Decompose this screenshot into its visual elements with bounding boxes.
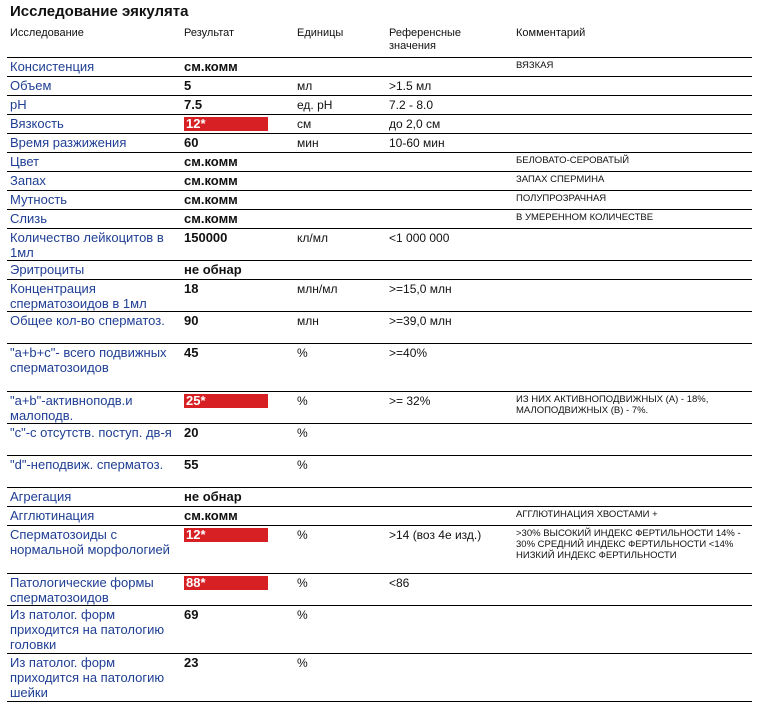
result-cell: см.комм: [184, 173, 238, 188]
table-row: [7, 312, 752, 344]
units-cell: %: [297, 576, 308, 590]
result-cell: 5: [184, 78, 192, 93]
units-cell: [294, 488, 386, 507]
table-row: [7, 77, 752, 96]
reference-cell: <1 000 000: [389, 231, 450, 245]
comment-cell: ЗАПАХ СПЕРМИНА: [516, 174, 605, 185]
table-row: [7, 526, 752, 574]
comment-cell: [504, 606, 752, 654]
units-cell: [294, 191, 386, 210]
header-name: Исследование: [10, 27, 84, 39]
units-cell: %: [297, 394, 308, 408]
comment-cell: [504, 115, 752, 134]
table-row: [7, 654, 752, 702]
test-name: "a+b+c"- всего подвижных сперматозоидов: [10, 345, 167, 375]
reference-cell: >=15,0 млн: [389, 282, 452, 296]
table-row: [7, 392, 752, 424]
reference-cell: >1.5 мл: [389, 79, 432, 93]
reference-cell: [386, 58, 504, 77]
result-cell: 90: [184, 313, 199, 328]
test-name: Из патолог. форм приходится на патологию шейки: [10, 655, 165, 700]
table-row: [7, 134, 752, 153]
result-cell: [181, 392, 294, 424]
result-cell: см.комм: [184, 154, 238, 169]
result-cell: не обнар: [184, 262, 242, 277]
table-row: [7, 96, 752, 115]
result-cell: 7.5: [184, 97, 203, 112]
result-cell: 45: [184, 345, 199, 360]
reference-cell: [386, 153, 504, 172]
test-name: Сперматозоиды с нормальной морфологией: [10, 527, 170, 557]
comment-cell: [504, 77, 752, 96]
test-name: Запах: [10, 173, 46, 188]
header-result: Результат: [184, 27, 235, 39]
reference-cell: [386, 261, 504, 280]
reference-cell: 7.2 - 8.0: [389, 98, 434, 112]
units-cell: мин: [297, 136, 319, 150]
result-cell: [181, 526, 294, 574]
test-name: "d"-неподвиж. сперматоз.: [10, 457, 164, 472]
comment-cell: [504, 261, 752, 280]
result-cell: см.комм: [184, 211, 238, 226]
table-row: [7, 424, 752, 456]
test-name: Вязкость: [10, 116, 64, 131]
comment-cell: АГГЛЮТИНАЦИЯ ХВОСТАМИ +: [516, 509, 658, 520]
comment-cell: [504, 312, 752, 344]
table-header-row: [7, 24, 752, 58]
reference-cell: [386, 456, 504, 488]
comment-cell: ВЯЗКАЯ: [516, 60, 554, 71]
test-name: "a+b"-активноподв.и малоподв.: [10, 393, 133, 423]
test-name: "c"-с отсутств. поступ. дв-я: [10, 425, 172, 440]
comment-cell: [504, 574, 752, 606]
comment-cell: [504, 134, 752, 153]
reference-cell: [386, 507, 504, 526]
reference-cell: [386, 210, 504, 229]
abnormal-result-badge: 88*: [184, 576, 268, 590]
units-cell: %: [297, 426, 308, 440]
units-cell: %: [297, 656, 308, 670]
header-ref: Референсные значения: [389, 27, 462, 52]
reference-cell: [386, 488, 504, 507]
comment-cell: [504, 456, 752, 488]
result-cell: [181, 115, 294, 134]
units-cell: [294, 172, 386, 191]
table-row: [7, 606, 752, 654]
table-row: [7, 574, 752, 606]
reference-cell: >=39,0 млн: [389, 314, 452, 328]
result-cell: см.комм: [184, 508, 238, 523]
units-cell: ед. pH: [297, 98, 333, 112]
table-row: [7, 229, 752, 261]
test-name: Агрегация: [10, 489, 72, 504]
table-row: [7, 115, 752, 134]
comment-cell: ПОЛУПРОЗРАЧНАЯ: [516, 193, 607, 204]
units-cell: %: [297, 528, 308, 542]
units-cell: %: [297, 346, 308, 360]
reference-cell: [386, 191, 504, 210]
units-cell: [294, 210, 386, 229]
table-row: [7, 153, 752, 172]
result-cell: 18: [184, 281, 199, 296]
table-row: [7, 191, 752, 210]
units-cell: [294, 507, 386, 526]
units-cell: кл/мл: [297, 231, 328, 245]
comment-cell: [504, 424, 752, 456]
reference-cell: до 2,0 см: [389, 117, 441, 131]
units-cell: %: [297, 458, 308, 472]
table-row: [7, 261, 752, 280]
test-name: Консистенция: [10, 59, 95, 74]
comment-cell: [504, 488, 752, 507]
result-cell: 150000: [184, 230, 228, 245]
table-row: [7, 344, 752, 392]
abnormal-result-badge: 12*: [184, 117, 268, 131]
test-name: Концентрация сперматозоидов в 1мл: [10, 281, 147, 311]
result-cell: 23: [184, 655, 199, 670]
table-row: [7, 172, 752, 191]
reference-cell: [386, 654, 504, 702]
test-name: Слизь: [10, 211, 47, 226]
comment-cell: [504, 229, 752, 261]
result-cell: 69: [184, 607, 199, 622]
test-name: Мутность: [10, 192, 68, 207]
units-cell: млн: [297, 314, 319, 328]
result-cell: см.комм: [184, 59, 238, 74]
comment-cell: >30% ВЫСОКИЙ ИНДЕКС ФЕРТИЛЬНОСТИ 14% - 30% СРЕДНИЙ ИНДЕКС ФЕРТИЛЬНОСТИ <14% НИЗКИЙ ИНДЕКС ФЕРТИЛЬНОСТИ: [516, 528, 741, 561]
comment-cell: [504, 280, 752, 312]
result-cell: [181, 574, 294, 606]
comment-cell: БЕЛОВАТО-СЕРОВАТЫЙ: [516, 155, 630, 166]
result-cell: 55: [184, 457, 199, 472]
test-name: Эритроциты: [10, 262, 85, 277]
units-cell: см: [297, 117, 312, 131]
comment-cell: [504, 344, 752, 392]
units-cell: мл: [297, 79, 313, 93]
table-row: [7, 456, 752, 488]
test-name: Общее кол-во сперматоз.: [10, 313, 165, 328]
test-name: Цвет: [10, 154, 40, 169]
header-units: Единицы: [297, 27, 344, 39]
report-title: Исследование эякулята: [10, 3, 189, 20]
reference-cell: >= 32%: [389, 394, 431, 408]
table-row: [7, 210, 752, 229]
units-cell: [294, 153, 386, 172]
units-cell: [294, 261, 386, 280]
results-table: [7, 24, 752, 702]
test-name: Агглютинация: [10, 508, 95, 523]
header-comment: Комментарий: [516, 27, 586, 39]
result-cell: 60: [184, 135, 199, 150]
reference-cell: 10-60 мин: [389, 136, 445, 150]
reference-cell: [386, 424, 504, 456]
result-cell: см.комм: [184, 192, 238, 207]
units-cell: %: [297, 608, 308, 622]
reference-cell: [386, 606, 504, 654]
test-name: Патологические формы сперматозоидов: [10, 575, 154, 605]
table-row: [7, 58, 752, 77]
reference-cell: >14 (воз 4е изд.): [389, 528, 482, 542]
result-cell: 20: [184, 425, 199, 440]
abnormal-result-badge: 12*: [184, 528, 268, 542]
table-row: [7, 280, 752, 312]
abnormal-result-badge: 25*: [184, 394, 268, 408]
units-cell: [294, 58, 386, 77]
reference-cell: [386, 172, 504, 191]
test-name: Объем: [10, 78, 52, 93]
test-name: Из патолог. форм приходится на патологию головки: [10, 607, 165, 652]
comment-cell: [504, 96, 752, 115]
reference-cell: >=40%: [389, 346, 428, 360]
table-row: [7, 507, 752, 526]
test-name: pH: [10, 97, 27, 112]
test-name: Количество лейкоцитов в 1мл: [10, 230, 164, 260]
reference-cell: <86: [389, 576, 410, 590]
comment-cell: ИЗ НИХ АКТИВНОПОДВИЖНЫХ (А) - 18%, МАЛОПОДВИЖНЫХ (B) - 7%.: [516, 394, 709, 416]
comment-cell: [504, 654, 752, 702]
table-row: [7, 488, 752, 507]
result-cell: не обнар: [184, 489, 242, 504]
test-name: Время разжижения: [10, 135, 127, 150]
comment-cell: В УМЕРЕННОМ КОЛИЧЕСТВЕ: [516, 212, 654, 223]
units-cell: млн/мл: [297, 282, 338, 296]
